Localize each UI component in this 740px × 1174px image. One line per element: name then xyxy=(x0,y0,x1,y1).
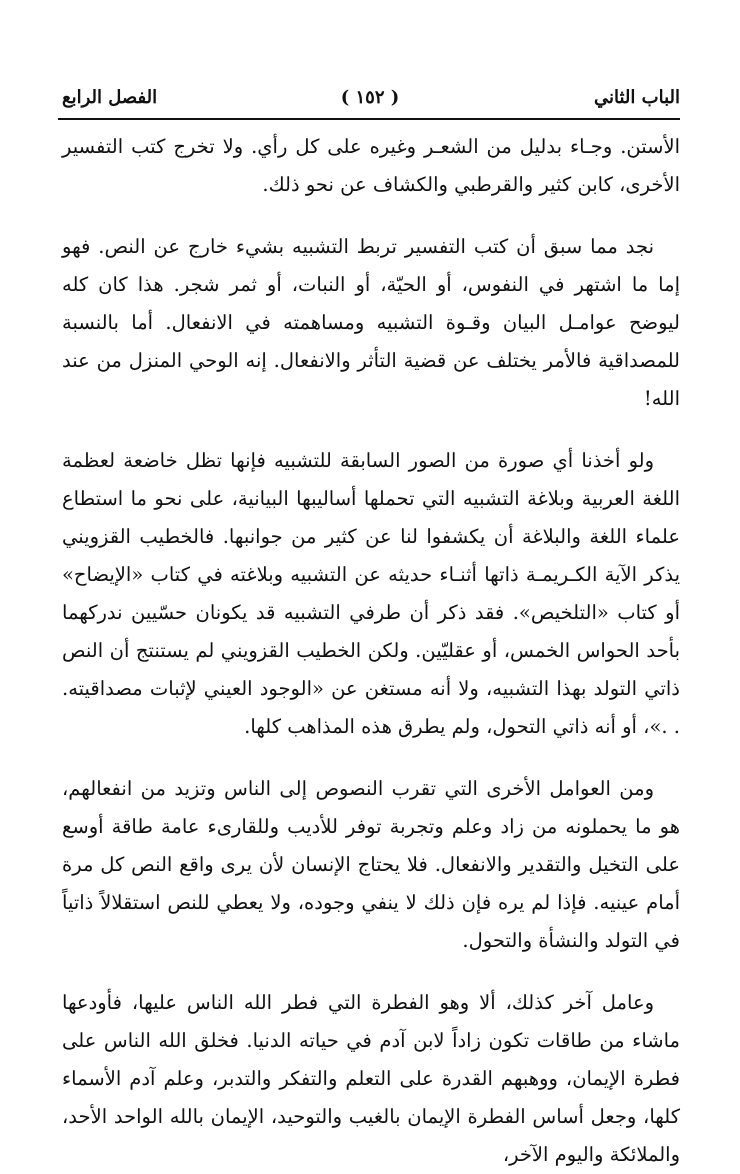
paragraph-4: ومن العوامل الأخرى التي تقرب النصوص إلى الناس وتزيد من انفعالهم، هو ما يحملونه من زاد وعلم وتجربة توفر للأديب وللقارىء عامة طاقة أوسع على التخيل والتقدير والانفعال. فلا يحتاج الإنسان لأن يرى واقع النص كل مرة أمام عينيه. فإذا لم يره فإن ذلك لا ينفي وجوده، ولا يعطي للنص استقلالاً ذاتياً في التولد والنشأة والتحول. xyxy=(62,777,680,952)
paragraph-3: ولو أخذنا أي صورة من الصور السابقة للتشبيه فإنها تظل خاضعة لعظمة اللغة العربية وبلاغة التشبيه التي تحملها أساليبها البيانية، على نحو ما استطاع علماء اللغة والبلاغة أن يكشفوا لنا عن كثير من جوانبها. فالخطيب القزويني يذكر الآية الكـريمـة ذاتها أثنـاء حديثه عن التشبيه وبلاغته في كتاب «الإيضاح» أو كتاب «التلخيص». فقد ذكر أن طرفي التشبيه قد يكونان حسّيين ندركهما بأحد الحواس الخمس، أو عقليّين. ولكن الخطيب القزويني لم يستنتج أن النص ذاتي التولد بهذا التشبيه، ولا أنه مستغن عن «الوجود العيني لإثبات مصداقيته. . .»، أو أنه ذاتي التحول، ولم يطرق هذه المذاهب كلها. xyxy=(62,449,680,738)
paragraph-gap xyxy=(62,204,680,228)
paragraph-1: الأستن. وجـاء بدليل من الشعـر وغيره على كل رأي. ولا تخرج كتب التفسير الأخرى، كابن كثير والقرطبي والكشاف عن نحو ذلك. xyxy=(62,135,680,196)
paragraph-gap xyxy=(62,960,680,984)
paragraph-gap xyxy=(62,746,680,770)
chapter-section-label: الفصل الرابع xyxy=(62,87,158,108)
header-rule xyxy=(58,118,680,120)
paragraph-5: وعامل آخر كذلك، ألا وهو الفطرة التي فطر الله الناس عليها، فأودعها ماشاء من طاقات تكون زاداً لابن آدم في حياته الدنيا. فخلق الله الناس على فطرة الإيمان، ووهبهم القدرة على التعلم والتفكر والتدبر، وعلم آدم الأسماء كلها، وجعل أساس الفطرة الإيمان بالغيب والتوحيد، الإيمان بالله الواحد الأحد، والملائكة واليوم الآخر، xyxy=(62,991,680,1166)
running-head xyxy=(60,84,680,112)
paragraph-2: نجد مما سبق أن كتب التفسير تربط التشبيه بشيء خارج عن النص. فهو إما ما اشتهر في النفوس، أو الحيّة، أو النبات، أو ثمر شجر. هذا كان كله ليوضح عوامـل البيان وقـوة التشبيه ومساهمته في الانفعال. أما بالنسبة للمصداقية فالأمر يختلف عن قضية التأثر والانفعال. إنه الوحي المنزل من عند الله! xyxy=(62,235,680,410)
chapter-part-label: الباب الثاني xyxy=(593,87,680,108)
paragraph-gap xyxy=(62,418,680,442)
page-number: ( ١٥٢ ) xyxy=(340,87,400,108)
body-text xyxy=(62,128,680,1174)
